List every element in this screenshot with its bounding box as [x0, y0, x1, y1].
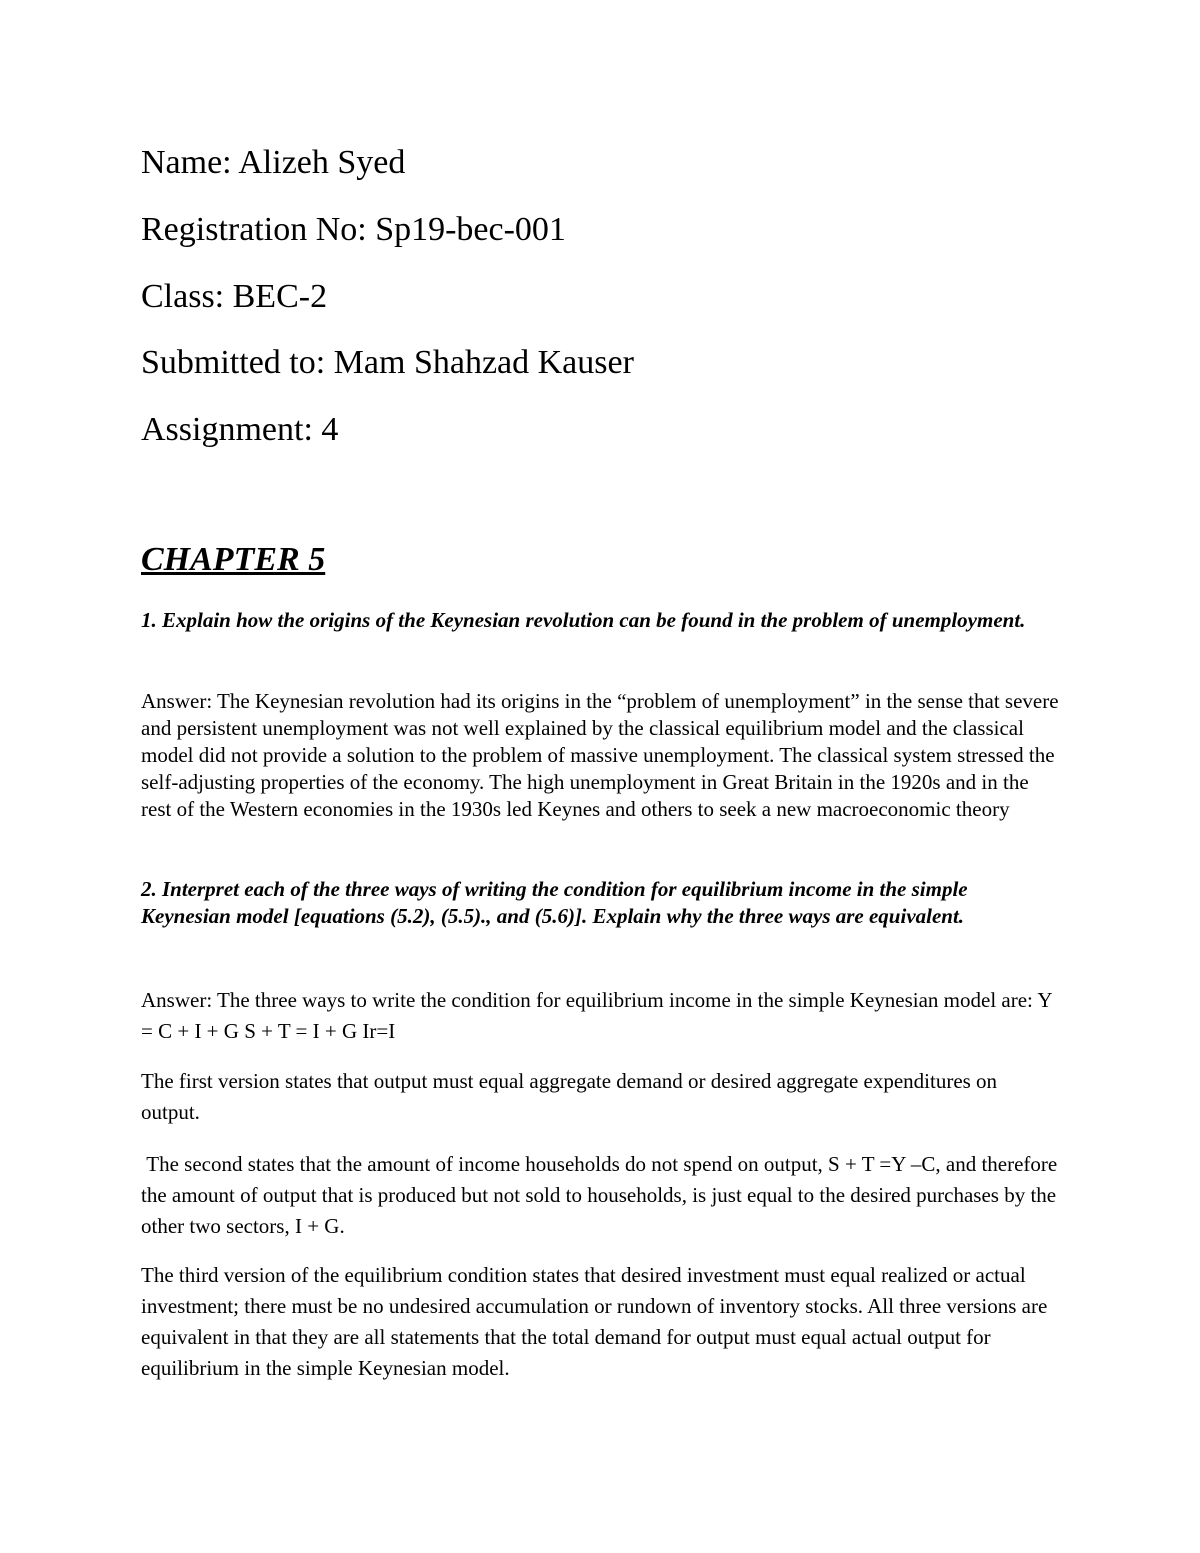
submitted-to: Submitted to: Mam Shahzad Kauser	[141, 344, 634, 381]
assignment-number: Assignment: 4	[141, 411, 339, 448]
answer-2-paragraph-second-version: The second states that the amount of income households do not spend on output, S + T =Y –C, and therefore the amount of output that is produced but not sold to households, is just equal to the desired purchases by the other two sectors, I + G.	[141, 1152, 1063, 1238]
answer-2-paragraph-first-version: The first version states that output must equal aggregate demand or desired aggregate expenditures on output.	[141, 1069, 1003, 1124]
registration-number: Registration No: Sp19-bec-001	[141, 211, 566, 248]
student-name: Name: Alizeh Syed	[141, 144, 406, 181]
question-1: 1. Explain how the origins of the Keynesian revolution can be found in the problem of unemployment.	[141, 608, 1026, 632]
answer-1: Answer: The Keynesian revolution had its origins in the “problem of unemployment” in the sense that severe and persistent unemployment was not well explained by the classical equilibrium model and the classical model did not provide a solution to the problem of massive unemployment. The classical system stressed the self-adjusting properties of the economy. The high unemployment in Great Britain in the 1920s and in the rest of the Western economies in the 1930s led Keynes and others to seek a new macroeconomic theory	[141, 689, 1059, 821]
chapter-heading: CHAPTER 5	[141, 541, 326, 578]
class-name: Class: BEC-2	[141, 278, 328, 315]
answer-2: Answer: The three ways to write the condition for equilibrium income in the simple Keynesian model are: Y = C + I + G S + T = I + G Ir=I	[141, 988, 1052, 1043]
question-2: 2. Interpret each of the three ways of writing the condition for equilibrium income in the simple Keynesian model [equations (5.2), (5.5)., and (5.6)]. Explain why the three ways are equivalent.	[141, 877, 968, 928]
answer-2-paragraph-third-version: The third version of the equilibrium condition states that desired investment must equal realized or actual investment; there must be no undesired accumulation or rundown of inventory stocks. All three versions are equivalent in that they are all statements that the total demand for output must equal actual output for equilibrium in the simple Keynesian model.	[141, 1263, 1048, 1380]
